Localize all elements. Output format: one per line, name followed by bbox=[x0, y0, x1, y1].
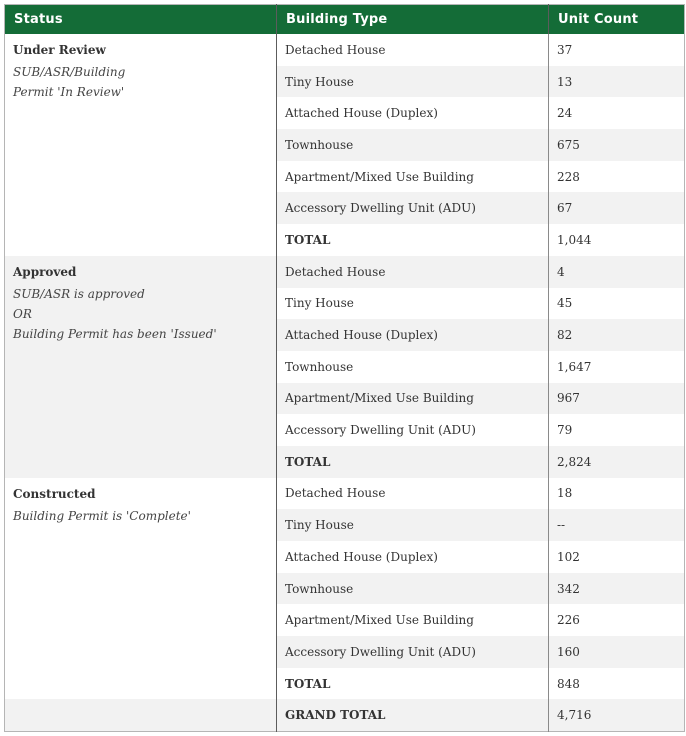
unit-count-cell: 342 bbox=[549, 573, 685, 605]
building-type-cell: Apartment/Mixed Use Building bbox=[277, 161, 549, 193]
unit-count-cell: 226 bbox=[549, 604, 685, 636]
building-type-cell: Apartment/Mixed Use Building bbox=[277, 604, 549, 636]
total-label-cell: TOTAL bbox=[277, 446, 549, 478]
unit-count-cell: 967 bbox=[549, 383, 685, 415]
empty-status-cell bbox=[5, 699, 277, 731]
unit-count-cell: 4 bbox=[549, 256, 685, 288]
unit-count-cell: -- bbox=[549, 509, 685, 541]
unit-count-cell: 13 bbox=[549, 66, 685, 98]
status-title: Approved bbox=[13, 264, 77, 279]
status-title: Under Review bbox=[13, 43, 106, 57]
building-type-cell: Apartment/Mixed Use Building bbox=[277, 383, 549, 415]
status-note: Building Permit is 'Complete' bbox=[13, 508, 191, 523]
unit-count-cell: 67 bbox=[549, 192, 685, 224]
grand-total-label: GRAND TOTAL bbox=[277, 699, 549, 731]
unit-count-cell: 37 bbox=[549, 34, 685, 66]
building-type-cell: Attached House (Duplex) bbox=[277, 97, 549, 129]
building-type-cell: Townhouse bbox=[277, 573, 549, 605]
unit-count-cell: 1,647 bbox=[549, 351, 685, 383]
status-cell-constructed bbox=[5, 478, 277, 700]
unit-count-cell: 675 bbox=[549, 129, 685, 161]
status-note: Permit 'In Review' bbox=[13, 85, 125, 99]
building-type-cell: Tiny House bbox=[277, 66, 549, 98]
building-type-cell: Accessory Dwelling Unit (ADU) bbox=[277, 414, 549, 446]
building-type-cell: Townhouse bbox=[277, 351, 549, 383]
status-note: SUB/ASR is approved bbox=[13, 286, 145, 301]
building-type-cell: Detached House bbox=[277, 34, 549, 66]
building-type-cell: Detached House bbox=[277, 256, 549, 288]
building-type-cell: Attached House (Duplex) bbox=[277, 319, 549, 351]
status-title: Constructed bbox=[13, 486, 96, 501]
status-note: SUB/ASR/Building bbox=[13, 65, 126, 79]
building-type-column-header: Building Type bbox=[277, 5, 549, 35]
status-note: Building Permit has been 'Issued' bbox=[13, 326, 217, 341]
unit-count-cell: 18 bbox=[549, 478, 685, 510]
grand-total-row bbox=[5, 699, 685, 731]
unit-count-column-header: Unit Count bbox=[549, 5, 685, 35]
unit-count-cell: 45 bbox=[549, 288, 685, 320]
building-type-cell: Detached House bbox=[277, 478, 549, 510]
building-type-cell: Townhouse bbox=[277, 129, 549, 161]
unit-count-cell: 79 bbox=[549, 414, 685, 446]
total-label-cell: TOTAL bbox=[277, 224, 549, 256]
table-row bbox=[5, 478, 685, 510]
grand-total-count: 4,716 bbox=[549, 699, 685, 731]
building-type-cell: Tiny House bbox=[277, 509, 549, 541]
total-label-cell: TOTAL bbox=[277, 668, 549, 700]
table-body bbox=[5, 34, 685, 732]
unit-count-cell: 24 bbox=[549, 97, 685, 129]
total-count-cell: 848 bbox=[549, 668, 685, 700]
table-header-row bbox=[5, 5, 685, 35]
building-type-cell: Attached House (Duplex) bbox=[277, 541, 549, 573]
building-type-cell: Accessory Dwelling Unit (ADU) bbox=[277, 636, 549, 668]
unit-count-cell: 160 bbox=[549, 636, 685, 668]
building-type-cell: Accessory Dwelling Unit (ADU) bbox=[277, 192, 549, 224]
table-row bbox=[5, 34, 685, 66]
unit-count-cell: 102 bbox=[549, 541, 685, 573]
status-cell-under-review bbox=[5, 34, 277, 256]
unit-count-cell: 82 bbox=[549, 319, 685, 351]
status-column-header: Status bbox=[5, 5, 277, 35]
table-row bbox=[5, 256, 685, 288]
total-count-cell: 2,824 bbox=[549, 446, 685, 478]
unit-count-cell: 228 bbox=[549, 161, 685, 193]
status-note: OR bbox=[13, 306, 32, 321]
total-count-cell: 1,044 bbox=[549, 224, 685, 256]
status-cell-approved bbox=[5, 256, 277, 478]
housing-units-table bbox=[4, 4, 685, 732]
building-type-cell: Tiny House bbox=[277, 288, 549, 320]
